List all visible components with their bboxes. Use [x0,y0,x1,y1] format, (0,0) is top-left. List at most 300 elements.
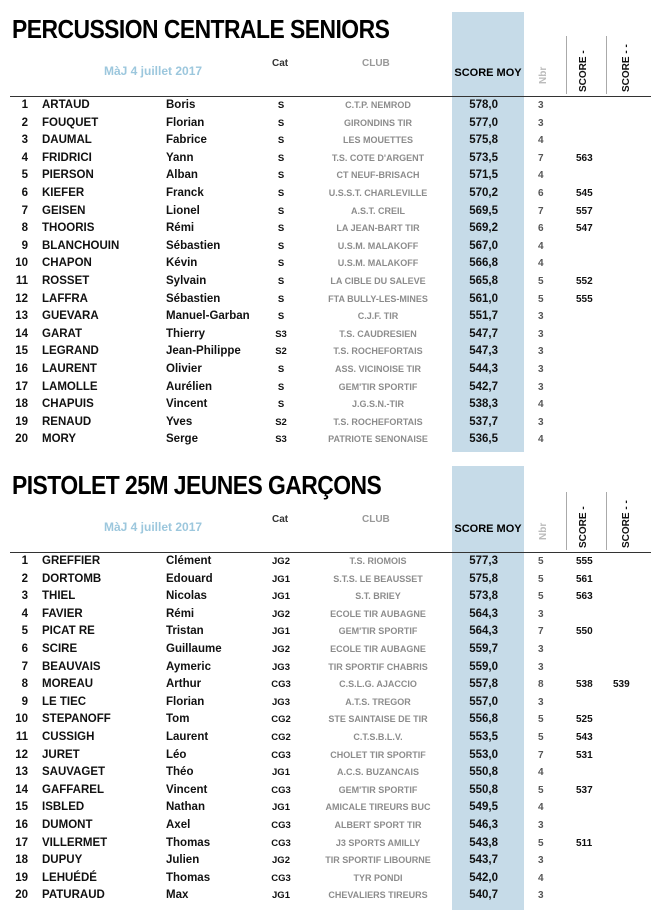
club-cell: AMICALE TIREURS BUC [325,802,431,813]
category-cell: CG2 [271,714,291,726]
category-cell: S [277,152,285,164]
club-cell: T.S. CAUDRESIEN [339,328,417,339]
club-cell: LES MOUETTES [342,135,413,146]
first-name-cell: Guillaume [166,643,222,655]
rank-cell: 17 [15,836,28,849]
score-moy-cell: 550,8 [469,766,498,779]
club-cell: GEM'TIR SPORTIF [338,626,418,637]
category-cell: S [277,364,285,375]
club-cell: C.J.F. TIR [357,311,399,322]
rank-cell: 8 [21,222,28,235]
first-name-cell: Kévin [166,257,198,270]
first-name-cell: Aurélien [166,380,213,393]
table-row [0,343,660,361]
nbr-cell: 3 [538,696,544,708]
header-club: CLUB [362,58,390,69]
rank-cell: 2 [21,572,28,585]
club-cell: U.S.S.T. CHARLEVILLE [328,188,428,198]
last-name-cell: ISBLED [42,801,85,814]
table-row [0,694,660,712]
rank-cell: 19 [15,415,28,428]
header-score-minus: SCORE - [578,50,589,92]
nbr-cell: 5 [538,732,544,743]
last-name-cell: MOREAU [42,678,94,691]
score-moy-cell: 573,8 [469,590,498,603]
rank-cell: 6 [21,187,28,199]
table-row [0,414,660,432]
first-name-cell: Vincent [166,398,208,411]
nbr-cell: 6 [538,223,544,235]
rank-cell: 4 [21,151,28,164]
table-row [0,361,660,379]
table-row [0,132,660,150]
score-moy-cell: 557,0 [469,695,498,708]
header-score-moy: SCORE MOY [454,523,522,535]
score-moy-cell: 544,3 [469,363,498,375]
club-cell: ALBERT SPORT TIR [334,820,422,830]
first-name-cell: Thomas [166,836,211,849]
category-cell: S [277,170,285,182]
score-moy-cell: 564,3 [469,625,498,638]
table-row [0,747,660,765]
club-cell: TIR SPORTIF LIBOURNE [325,855,431,866]
score-minus-cell: 511 [576,837,593,849]
rank-cell: 19 [15,871,28,884]
last-name-cell: GEISEN [42,204,86,217]
score-moy-cell: 559,0 [469,660,498,673]
score-minus-cell: 563 [576,152,593,164]
first-name-cell: Tom [166,713,190,726]
category-cell: JG2 [272,644,290,655]
table-row [0,396,660,414]
score-minus-cell: 547 [576,223,593,235]
first-name-cell: Florian [166,695,205,708]
first-name-cell: Thierry [166,327,205,340]
nbr-cell: 4 [538,399,544,411]
category-cell: S3 [275,328,287,340]
rank-cell: 5 [21,169,28,182]
last-name-cell: LAURENT [42,363,97,375]
column-divider [566,36,567,94]
rank-cell: 4 [21,607,28,620]
table-row [0,799,660,817]
nbr-cell: 4 [538,872,544,884]
score-moy-cell: 564,3 [469,607,498,620]
nbr-cell: 4 [538,240,544,252]
score-moy-cell: 542,0 [469,871,498,884]
category-cell: S [277,188,285,199]
score-minus-cell: 563 [576,591,593,603]
rank-cell: 10 [15,257,28,270]
nbr-cell: 5 [538,784,544,796]
club-cell: C.S.L.G. AJACCIO [339,679,417,690]
nbr-cell: 4 [538,135,544,147]
rank-cell: 3 [21,134,28,147]
club-cell: U.S.M. MALAKOFF [337,258,419,269]
first-name-cell: Yann [166,151,194,164]
category-cell: S [277,100,285,111]
score-moy-cell: 553,5 [469,731,498,743]
score-moy-cell: 571,5 [469,169,498,182]
rank-cell: 20 [15,889,28,902]
category-cell: JG1 [272,802,290,814]
nbr-cell: 3 [538,117,544,129]
nbr-cell: 4 [538,170,544,182]
table-row [0,553,660,571]
first-name-cell: Sébastien [166,239,221,252]
first-name-cell: Lionel [166,204,200,217]
score-moy-cell: 577,0 [469,116,498,129]
nbr-cell: 3 [538,100,544,111]
first-name-cell: Manuel-Garban [166,310,250,323]
rank-cell: 16 [15,819,28,831]
rank-cell: 10 [15,713,28,726]
table-row [0,308,660,326]
table-row [0,817,660,835]
club-cell: T.S. COTE D'ARGENT [331,152,425,163]
rank-cell: 18 [15,398,28,411]
category-cell: CG3 [271,784,291,796]
category-cell: JG1 [272,767,290,779]
score-moy-cell: 565,8 [469,275,498,287]
section-title: PERCUSSION CENTRALE SENIORS [12,14,390,44]
table-row [0,729,660,747]
category-cell: S [277,293,285,305]
score-moy-cell: 577,3 [469,555,498,567]
club-cell: LA JEAN-BART TIR [336,223,420,234]
nbr-cell: 4 [538,802,544,814]
rank-cell: 2 [21,116,28,129]
nbr-cell: 4 [538,434,544,446]
category-cell: S [277,240,285,252]
rank-cell: 3 [21,590,28,603]
rank-cell: 1 [21,555,28,567]
table-row [0,273,660,291]
last-name-cell: PATURAUD [42,889,105,902]
rank-cell: 16 [15,363,28,375]
category-cell: S [277,117,285,129]
last-name-cell: CUSSIGH [42,731,95,743]
table-row [0,588,660,606]
first-name-cell: Nicolas [166,590,207,603]
category-cell: CG3 [271,679,291,691]
rank-cell: 13 [15,766,28,779]
table-row [0,711,660,729]
nbr-cell: 5 [538,837,544,849]
nbr-cell: 3 [538,381,544,393]
first-name-cell: Vincent [166,783,208,796]
last-name-cell: FOUQUET [42,116,99,129]
score-moy-cell: 542,7 [469,380,498,393]
header-nbr: Nbr [538,66,549,84]
score-moy-cell: 538,3 [469,398,498,411]
nbr-cell: 5 [538,556,544,567]
score-moy-cell: 570,2 [469,187,498,199]
first-name-cell: Florian [166,116,205,129]
nbr-cell: 3 [538,364,544,375]
nbr-cell: 5 [538,276,544,287]
first-name-cell: Sylvain [166,275,207,287]
first-name-cell: Olivier [166,363,202,375]
nbr-cell: 5 [538,293,544,305]
table-row [0,291,660,309]
last-name-cell: DORTOMB [42,572,102,585]
nbr-cell: 7 [538,205,544,217]
club-cell: LA CIBLE DU SALEVE [330,276,426,286]
first-name-cell: Clément [166,555,212,567]
score-moy-cell: 547,3 [469,345,498,358]
category-cell: S [277,311,285,323]
rank-cell: 5 [21,625,28,638]
table-row [0,255,660,273]
score-moy-cell: 567,0 [469,239,498,252]
header-score-minus: SCORE - [578,506,589,548]
nbr-cell: 3 [538,346,544,358]
club-cell: GEM'TIR SPORTIF [338,784,418,795]
rank-cell: 14 [15,327,28,340]
table-row [0,167,660,185]
score-minus-cell: 545 [576,188,593,199]
score-moy-cell: 543,7 [469,854,498,867]
club-cell: TIR SPORTIF CHABRIS [328,661,428,672]
nbr-cell: 6 [538,188,544,199]
club-cell: C.T.P. NEMROD [345,100,411,110]
first-name-cell: Aymeric [166,660,211,673]
nbr-cell: 3 [538,661,544,673]
nbr-cell: 3 [538,416,544,428]
score-minus-cell: 552 [576,276,593,287]
score-moy-cell: 540,7 [469,889,498,902]
nbr-cell: 4 [538,258,544,270]
column-divider [606,36,607,94]
score-moy-cell: 543,8 [469,836,498,849]
score-moy-cell: 551,7 [469,310,498,323]
first-name-cell: Théo [166,766,194,779]
score-moy-cell: 557,8 [469,678,498,691]
category-cell: S [277,399,285,411]
score-moy-cell: 550,8 [469,783,498,796]
last-name-cell: KIEFER [42,187,85,199]
score-moy-cell: 575,8 [469,572,498,585]
rank-cell: 15 [15,345,28,358]
last-name-cell: DUPUY [42,854,83,867]
score-moy-cell: 547,7 [469,327,498,340]
column-divider [566,492,567,550]
score-moy-cell: 559,7 [469,643,498,655]
category-cell: CG3 [271,872,291,884]
score-minus-cell: 550 [576,626,593,638]
nbr-cell: 3 [538,644,544,655]
first-name-cell: Rémi [166,607,195,620]
header-score-minus-minus: SCORE - - [621,500,632,548]
first-name-cell: Sébastien [166,292,221,305]
category-cell: S2 [275,346,287,358]
table-row [0,764,660,782]
rank-cell: 20 [15,433,28,446]
last-name-cell: LEHUÉDÉ [42,871,97,884]
nbr-cell: 7 [538,152,544,164]
table-row [0,220,660,238]
category-cell: S [277,223,285,235]
club-cell: U.S.M. MALAKOFF [337,240,419,251]
table-row [0,203,660,221]
section-title: PISTOLET 25M JEUNES GARÇONS [12,470,382,500]
last-name-cell: BEAUVAIS [42,660,101,673]
header-cat: Cat [272,58,289,69]
last-name-cell: DAUMAL [42,134,92,147]
first-name-cell: Serge [166,433,198,446]
rank-cell: 8 [21,678,28,691]
table-row [0,782,660,800]
club-cell: C.T.S.B.L.V. [353,732,403,742]
score-minus-minus-cell: 539 [613,679,630,691]
last-name-cell: RENAUD [42,415,92,428]
first-name-cell: Tristan [166,625,204,638]
table-row [0,185,660,203]
score-minus-cell: 531 [576,749,593,761]
table-row [0,835,660,853]
first-name-cell: Max [166,889,189,902]
last-name-cell: SAUVAGET [42,766,106,779]
category-cell: CG3 [271,820,291,831]
score-minus-cell: 555 [576,556,593,567]
score-minus-cell: 557 [576,205,593,217]
category-cell: S [277,205,285,217]
rank-cell: 18 [15,854,28,867]
rank-cell: 15 [15,801,28,814]
club-cell: ECOLE TIR AUBAGNE [330,644,426,654]
last-name-cell: GREFFIER [42,555,101,567]
last-name-cell: VILLERMET [42,836,108,849]
club-cell: ECOLE TIR AUBAGNE [330,608,426,619]
last-name-cell: GAFFAREL [42,783,104,796]
category-cell: S2 [275,416,287,428]
score-moy-cell: 546,3 [469,819,498,831]
club-cell: A.C.S. BUZANCAIS [336,767,419,778]
category-cell: JG1 [272,573,290,585]
rank-cell: 7 [21,204,28,217]
first-name-cell: Fabrice [166,134,207,147]
club-cell: CHOLET TIR SPORTIF [330,749,426,760]
last-name-cell: CHAPUIS [42,398,94,411]
nbr-cell: 7 [538,749,544,761]
last-name-cell: PICAT RE [42,625,95,638]
first-name-cell: Boris [166,99,196,111]
category-cell: JG2 [272,855,290,867]
first-name-cell: Alban [166,169,198,182]
rank-cell: 6 [21,643,28,655]
last-name-cell: STEPANOFF [42,713,111,726]
table-row [0,659,660,677]
last-name-cell: GARAT [42,327,83,340]
club-cell: GEM'TIR SPORTIF [338,381,418,392]
header-cat: Cat [272,514,289,525]
category-cell: S [277,135,285,147]
table-row [0,150,660,168]
header-club: CLUB [362,514,390,525]
club-cell: CT NEUF-BRISACH [336,170,420,181]
club-cell: PATRIOTE SENONAISE [328,434,428,445]
last-name-cell: LAFFRA [42,292,88,305]
nbr-cell: 5 [538,714,544,726]
rank-cell: 11 [15,731,28,743]
rank-cell: 11 [15,275,28,287]
nbr-cell: 3 [538,608,544,620]
rank-cell: 17 [15,380,28,393]
rank-cell: 14 [15,783,28,796]
first-name-cell: Jean-Philippe [166,345,241,358]
rank-cell: 13 [15,310,28,323]
first-name-cell: Edouard [166,572,213,585]
score-minus-cell: 538 [576,679,593,691]
last-name-cell: THOORIS [42,222,95,235]
last-name-cell: FAVIER [42,607,83,620]
header-nbr: Nbr [538,522,549,540]
first-name-cell: Léo [166,748,187,761]
club-cell: A.S.T. CREIL [350,205,405,216]
last-name-cell: BLANCHOUIN [42,239,120,252]
club-cell: GIRONDINS TIR [343,117,412,128]
rank-cell: 7 [21,660,28,673]
club-cell: FTA BULLY-LES-MINES [328,293,428,304]
last-name-cell: ARTAUD [42,99,90,111]
first-name-cell: Franck [166,187,204,199]
last-name-cell: CHAPON [42,257,92,270]
category-cell: CG2 [271,732,291,743]
category-cell: JG1 [272,591,290,603]
nbr-cell: 4 [538,767,544,779]
header-score-moy: SCORE MOY [454,67,522,79]
section-pistolet-25m [0,456,660,916]
rank-cell: 12 [15,748,28,761]
table-row [0,238,660,256]
header-score-minus-minus: SCORE - - [621,44,632,92]
club-cell: S.T.S. LE BEAUSSET [333,573,423,584]
first-name-cell: Arthur [166,678,202,691]
club-cell: A.T.S. TREGOR [345,696,411,707]
score-minus-cell: 537 [576,784,593,796]
update-date: MàJ 4 juillet 2017 [104,64,203,78]
last-name-cell: LAMOLLE [42,380,98,393]
column-divider [606,492,607,550]
last-name-cell: FRIDRICI [42,151,92,164]
club-cell: S.T. BRIEY [355,591,401,602]
table-row [0,852,660,870]
score-minus-cell: 561 [576,573,593,585]
club-cell: TYR PONDI [353,872,403,883]
last-name-cell: GUEVARA [42,310,99,323]
table-row [0,379,660,397]
category-cell: S [277,381,285,393]
last-name-cell: LEGRAND [42,345,99,358]
score-minus-cell: 543 [576,732,593,743]
nbr-cell: 7 [538,626,544,638]
score-moy-cell: 556,8 [469,713,498,726]
category-cell: JG3 [272,661,290,673]
table-row [0,431,660,449]
nbr-cell: 3 [538,328,544,340]
table-row [0,115,660,133]
score-minus-cell: 525 [576,714,593,726]
score-moy-cell: 549,5 [469,801,498,814]
rank-cell: 9 [21,695,28,708]
nbr-cell: 5 [538,573,544,585]
score-moy-cell: 575,8 [469,134,498,147]
nbr-cell: 3 [538,855,544,867]
category-cell: S [277,258,285,270]
table-row [0,97,660,115]
first-name-cell: Yves [166,415,193,428]
